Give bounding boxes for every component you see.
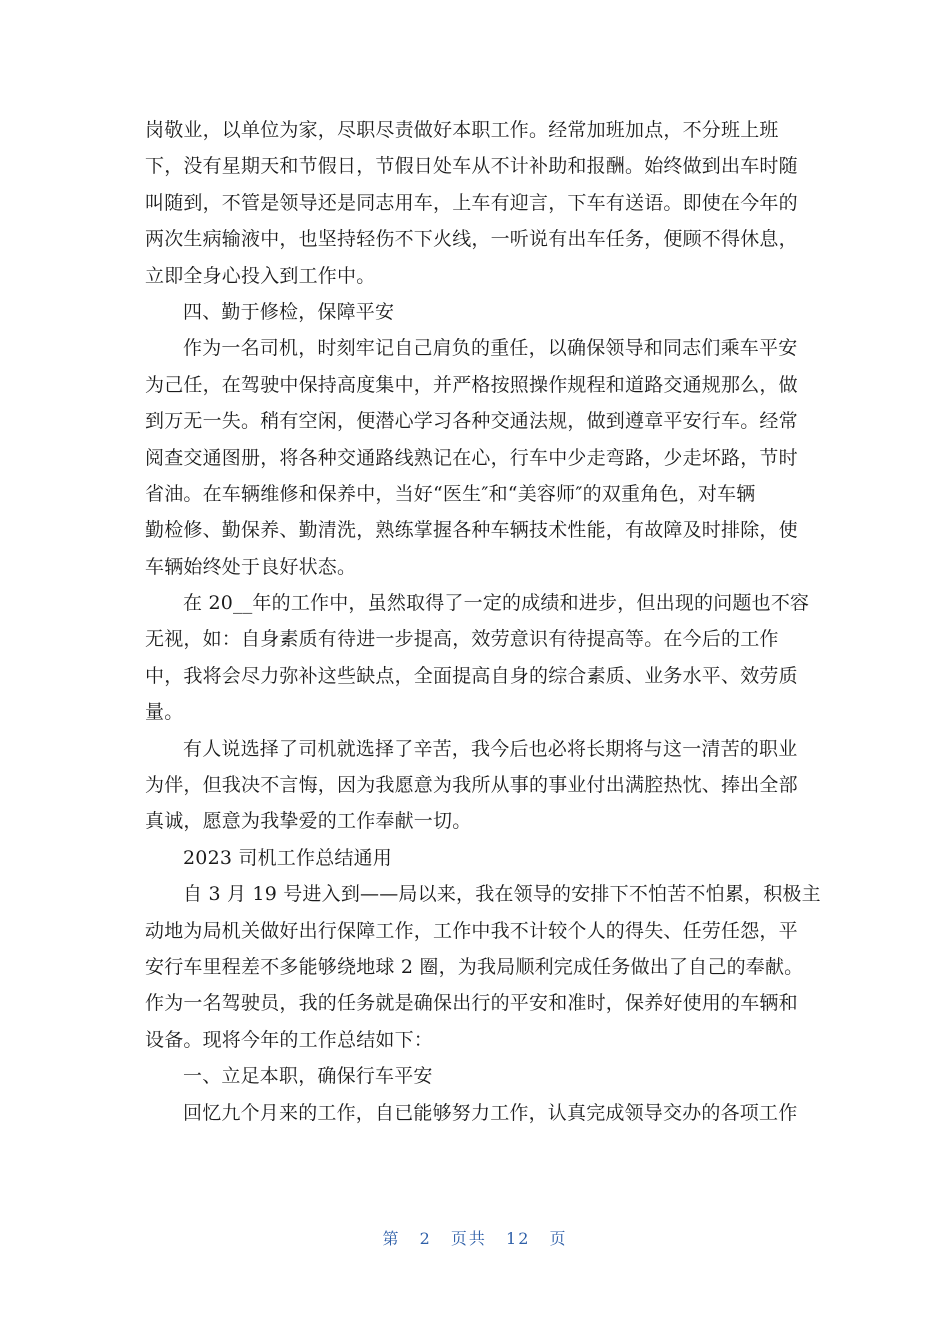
- text-line: 为己任，在驾驶中保持高度集中，并严格按照操作规程和道路交通规那么，做: [145, 373, 798, 396]
- text-line: 车辆始终处于良好状态。: [145, 555, 357, 578]
- text-line: 中，我将会尽力弥补这些缺点，全面提高自身的综合素质、业务水平、效劳质: [145, 664, 798, 687]
- text-line: 阅查交通图册，将各种交通路线熟记在心，行车中少走弯路，少走坏路，节时: [145, 446, 798, 469]
- text-line: 真诚，愿意为我挚爱的工作奉献一切。: [145, 810, 472, 833]
- document-body: [145, 112, 821, 1131]
- text-line: 勤检修、勤保养、勤清洗，熟练掌握各种车辆技术性能，有故障及时排除，使: [145, 519, 798, 542]
- page-footer: [0, 1226, 950, 1249]
- text-line: 安行车里程差不多能够绕地球 2 圈，为我局顺利完成任务做出了自己的奉献。: [145, 955, 804, 978]
- text-line: 两次生病输液中，也坚持轻伤不下火线，一听说有出车任务，便顾不得休息，: [145, 228, 798, 251]
- text-line: 为伴，但我决不言悔，因为我愿意为我所从事的事业付出满腔热忱、捧出全部: [145, 774, 798, 797]
- footer-suffix: 页: [549, 1229, 568, 1248]
- text-line: 设备。现将今年的工作总结如下：: [145, 1028, 434, 1051]
- text-line: 叫随到，不管是领导还是同志用车，上车有迎言，下车有送语。即使在今年的: [145, 191, 798, 214]
- text-line: 岗敬业，以单位为家，尽职尽责做好本职工作。经常加班加点，不分班上班: [145, 119, 779, 141]
- text-line: 2023 司机工作总结通用: [183, 846, 392, 869]
- text-line: 在 20__年的工作中，虽然取得了一定的成绩和进步，但出现的问题也不容: [183, 592, 810, 615]
- text-line: 作为一名司机，时刻牢记自己肩负的重任，以确保领导和同志们乘车平安: [183, 337, 798, 360]
- footer-prefix: 第: [382, 1229, 401, 1248]
- footer-middle: 页共: [450, 1229, 487, 1248]
- text-line: 到万无一失。稍有空闲，便潜心学习各种交通法规，做到遵章平安行车。经常: [145, 410, 798, 433]
- text-line: 四、勤于修检，保障平安: [183, 300, 395, 323]
- text-line: 自 3 月 19 号进入到——局以来，我在领导的安排下不怕苦不怕累，积极主: [183, 883, 821, 906]
- text-line: 无视，如：自身素质有待进一步提高，效劳意识有待提高等。在今后的工作: [145, 628, 779, 651]
- text-line: 省油。在车辆维修和保养中，当好“医生″和“美容师″的双重角色，对车辆: [145, 482, 756, 505]
- footer-total-pages: 12: [506, 1229, 531, 1248]
- text-line: 动地为局机关做好出行保障工作，工作中我不计较个人的得失、任劳任怨，平: [145, 919, 798, 942]
- text-line: 立即全身心投入到工作中。: [145, 264, 376, 287]
- footer-current-page: 2: [419, 1229, 432, 1248]
- text-line: 有人说选择了司机就选择了辛苦，我今后也必将长期将与这一清苦的职业: [183, 737, 798, 760]
- text-line: 量。: [145, 701, 184, 724]
- text-line: 下，没有星期天和节假日，节假日处车从不计补助和报酬。始终做到出车时随: [145, 155, 798, 178]
- text-line: 一、立足本职，确保行车平安: [183, 1065, 433, 1088]
- text-line: 回忆九个月来的工作，自已能够努力工作，认真完成领导交办的各项工作: [183, 1101, 798, 1124]
- text-line: 作为一名驾驶员，我的任务就是确保出行的平安和准时，保养好使用的车辆和: [145, 992, 798, 1015]
